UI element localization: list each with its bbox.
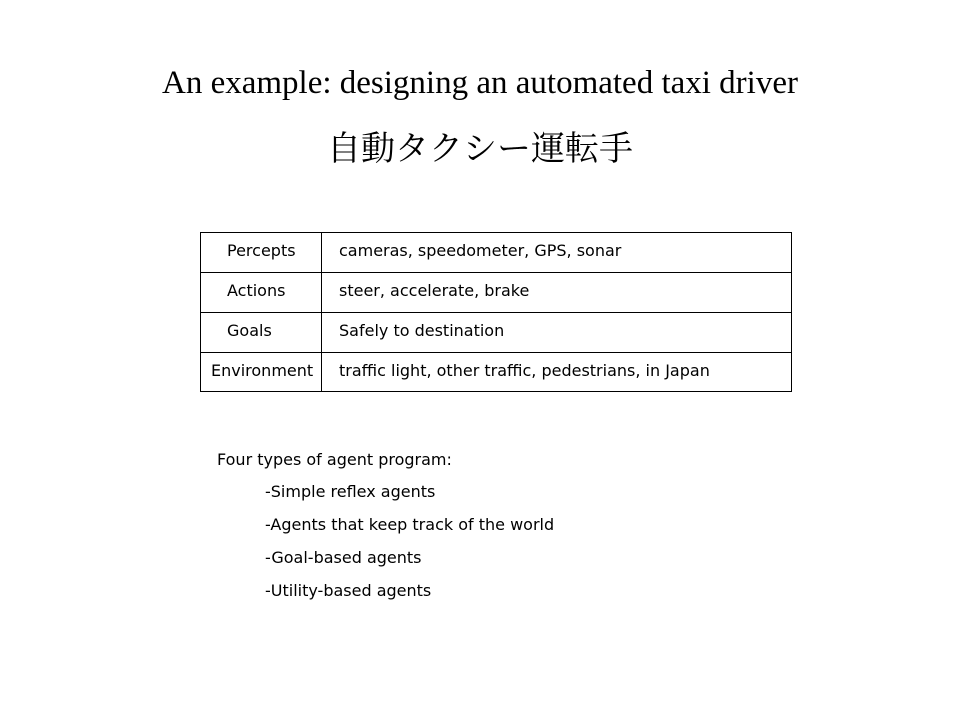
row-value-percepts: cameras, speedometer, GPS, sonar xyxy=(339,241,622,260)
row-value-goals: Safely to destination xyxy=(339,321,505,340)
table-row-goals xyxy=(201,313,791,353)
list-item: -Goal-based agents xyxy=(265,548,422,567)
row-label-actions: Actions xyxy=(227,281,286,300)
list-item: -Utility-based agents xyxy=(265,581,432,600)
row-label-percepts: Percepts xyxy=(227,241,296,260)
slide-title: An example: designing an automated taxi driver xyxy=(162,65,798,101)
list-item: -Simple reflex agents xyxy=(265,482,436,501)
peas-table xyxy=(200,232,792,392)
row-label-environment: Environment xyxy=(211,361,314,380)
list-item: -Agents that keep track of the world xyxy=(265,515,555,534)
row-value-environment: traffic light, other traffic, pedestrians, in Japan xyxy=(339,361,710,380)
row-label-goals: Goals xyxy=(227,321,272,340)
row-value-actions: steer, accelerate, brake xyxy=(339,281,530,300)
agent-list-heading: Four types of agent program: xyxy=(217,450,452,469)
table-row-actions xyxy=(201,273,791,313)
table-row-percepts xyxy=(201,233,791,273)
table-row-environment xyxy=(201,353,791,393)
slide-subtitle-japanese: 自動タクシー運転手 xyxy=(327,129,633,169)
